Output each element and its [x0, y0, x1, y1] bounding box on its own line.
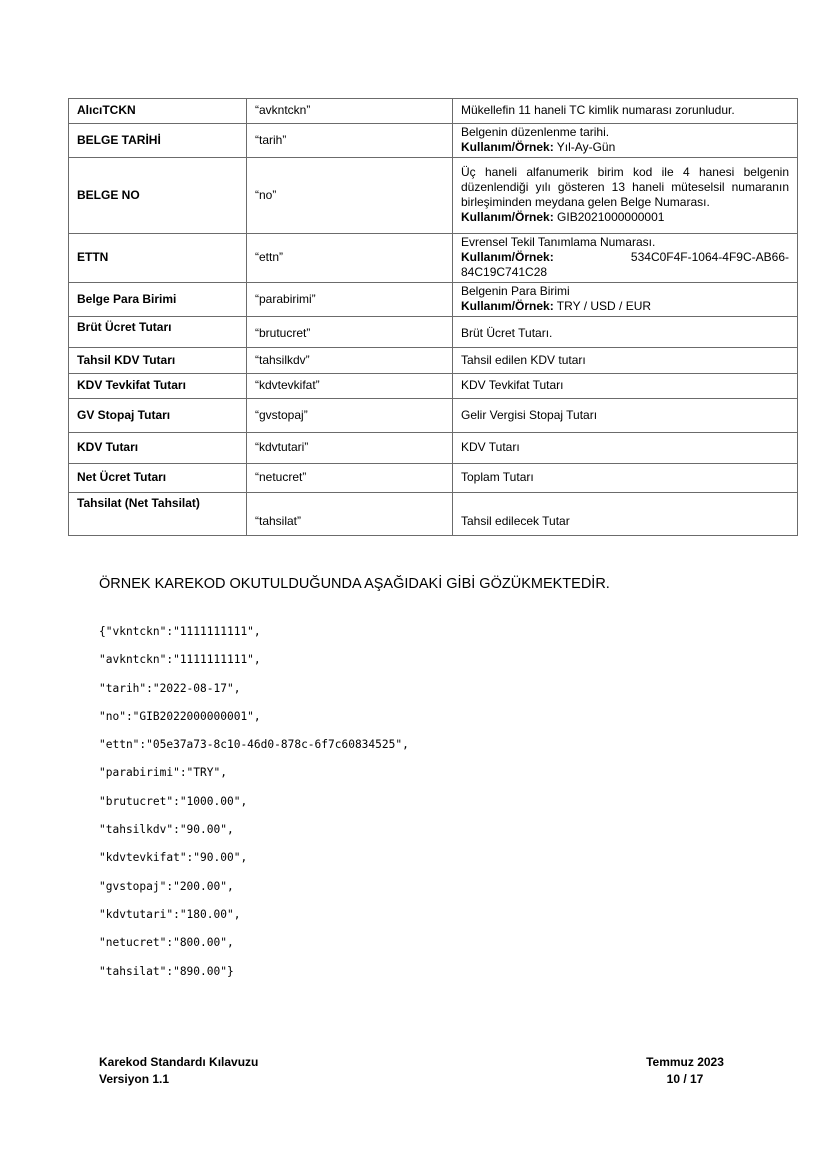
code-line: "tarih":"2022-08-17",: [99, 681, 241, 695]
field-key: “tahsilat”: [247, 493, 453, 536]
field-key: “avkntckn”: [247, 99, 453, 124]
code-line: "gvstopaj":"200.00",: [99, 879, 234, 893]
field-name: Net Ücret Tutarı: [69, 464, 247, 493]
field-key: “tarih”: [247, 124, 453, 158]
code-line: "tahsilkdv":"90.00",: [99, 823, 234, 837]
example-value: 534C0F4F-1064-4F9C-AB66-: [630, 250, 789, 264]
field-key: “gvstopaj”: [247, 399, 453, 433]
field-name: Tahsil KDV Tutarı: [69, 348, 247, 374]
field-name: ETTN: [69, 234, 247, 283]
field-description-cell: [453, 283, 798, 317]
table-row: [69, 464, 798, 493]
field-description: Tahsil edilen KDV tutarı: [453, 348, 798, 374]
field-description: KDV Tutarı: [453, 433, 798, 464]
field-name: BELGE NO: [69, 158, 247, 234]
code-line: "tahsilat":"890.00"}: [99, 964, 234, 978]
example-label: Kullanım/Örnek:: [461, 250, 554, 264]
field-key: “tahsilkdv”: [247, 348, 453, 374]
table-row: [69, 124, 798, 158]
field-name: KDV Tutarı: [69, 433, 247, 464]
field-name: KDV Tevkifat Tutarı: [69, 374, 247, 399]
field-description: Belgenin Para Birimi: [461, 284, 570, 298]
field-key: “no”: [247, 158, 453, 234]
table-row: [69, 234, 798, 283]
field-key: “kdvtutari”: [247, 433, 453, 464]
table-row: [69, 317, 798, 348]
field-description: Brüt Ücret Tutarı.: [453, 317, 798, 348]
code-line: "ettn":"05e37a73-8c10-46d0-878c-6f7c60834525",: [99, 738, 409, 752]
table-row: [69, 158, 798, 234]
field-description: Belgenin düzenlenme tarihi.: [461, 125, 610, 139]
field-key: “netucret”: [247, 464, 453, 493]
field-description-cell: [453, 234, 798, 283]
table-row: [69, 399, 798, 433]
code-line: {"vkntckn":"1111111111",: [99, 625, 261, 638]
code-line: "kdvtevkifat":"90.00",: [99, 851, 248, 865]
field-description: Tahsil edilecek Tutar: [453, 493, 798, 536]
table-row: [69, 348, 798, 374]
footer-right: [640, 1054, 730, 1088]
field-description: Evrensel Tekil Tanımlama Numarası.: [461, 235, 656, 249]
field-description: Üç haneli alfanumerik birim kod ile 4 hanesi belgenin düzenlendiği yılı gösteren 13 haneli müteselsil numaranın birleşiminden meydana gelen Belge Numarası.: [461, 165, 789, 209]
field-description-cell: [453, 124, 798, 158]
example-value: GIB2021000000001: [553, 210, 665, 224]
field-description: Gelir Vergisi Stopaj Tutarı: [453, 399, 798, 433]
field-example: [461, 250, 789, 265]
example-label: Kullanım/Örnek:: [461, 140, 554, 154]
example-label: Kullanım/Örnek:: [461, 210, 554, 224]
field-example: [461, 140, 789, 155]
field-name: Belge Para Birimi: [69, 283, 247, 317]
table-row: [69, 433, 798, 464]
code-line: "netucret":"800.00",: [99, 936, 234, 950]
qr-code-example-json: [99, 624, 409, 992]
field-name: AlıcıTCKN: [69, 99, 247, 124]
field-description: Mükellefin 11 haneli TC kimlik numarası zorunludur.: [453, 99, 798, 124]
code-line: "no":"GIB2022000000001",: [99, 709, 261, 723]
example-value-continued: 84C19C741C28: [461, 265, 548, 279]
table-row: [69, 99, 798, 124]
document-date: Temmuz 2023: [646, 1055, 724, 1069]
field-spec-table: [68, 98, 798, 536]
field-name: Tahsilat (Net Tahsilat): [69, 493, 247, 536]
field-example: [461, 210, 789, 225]
field-example: [461, 299, 789, 314]
table-row: [69, 283, 798, 317]
field-description-cell: [453, 158, 798, 234]
field-key: “brutucret”: [247, 317, 453, 348]
field-description: KDV Tevkifat Tutarı: [453, 374, 798, 399]
field-description: Toplam Tutarı: [453, 464, 798, 493]
table-row: [69, 374, 798, 399]
code-line: "parabirimi":"TRY",: [99, 766, 227, 780]
section-heading: ÖRNEK KAREKOD OKUTULDUĞUNDA AŞAĞIDAKİ GİBİ GÖZÜKMEKTEDİR.: [99, 576, 610, 592]
field-key: “ettn”: [247, 234, 453, 283]
footer-left: [99, 1054, 258, 1088]
table-row: [69, 493, 798, 536]
example-label: Kullanım/Örnek:: [461, 299, 554, 313]
code-line: "kdvtutari":"180.00",: [99, 907, 241, 921]
page-number: 10 / 17: [666, 1072, 704, 1086]
example-value: Yıl-Ay-Gün: [553, 140, 616, 154]
field-key: “parabirimi”: [247, 283, 453, 317]
document-title: Karekod Standardı Kılavuzu: [99, 1055, 259, 1069]
code-line: "brutucret":"1000.00",: [99, 794, 248, 808]
field-name: Brüt Ücret Tutarı: [69, 317, 247, 348]
field-name: BELGE TARİHİ: [69, 124, 247, 158]
document-version: Versiyon 1.1: [99, 1072, 170, 1086]
example-value: TRY / USD / EUR: [553, 299, 652, 313]
field-key: “kdvtevkifat”: [247, 374, 453, 399]
field-name: GV Stopaj Tutarı: [69, 399, 247, 433]
code-line: "avkntckn":"1111111111",: [99, 653, 261, 667]
